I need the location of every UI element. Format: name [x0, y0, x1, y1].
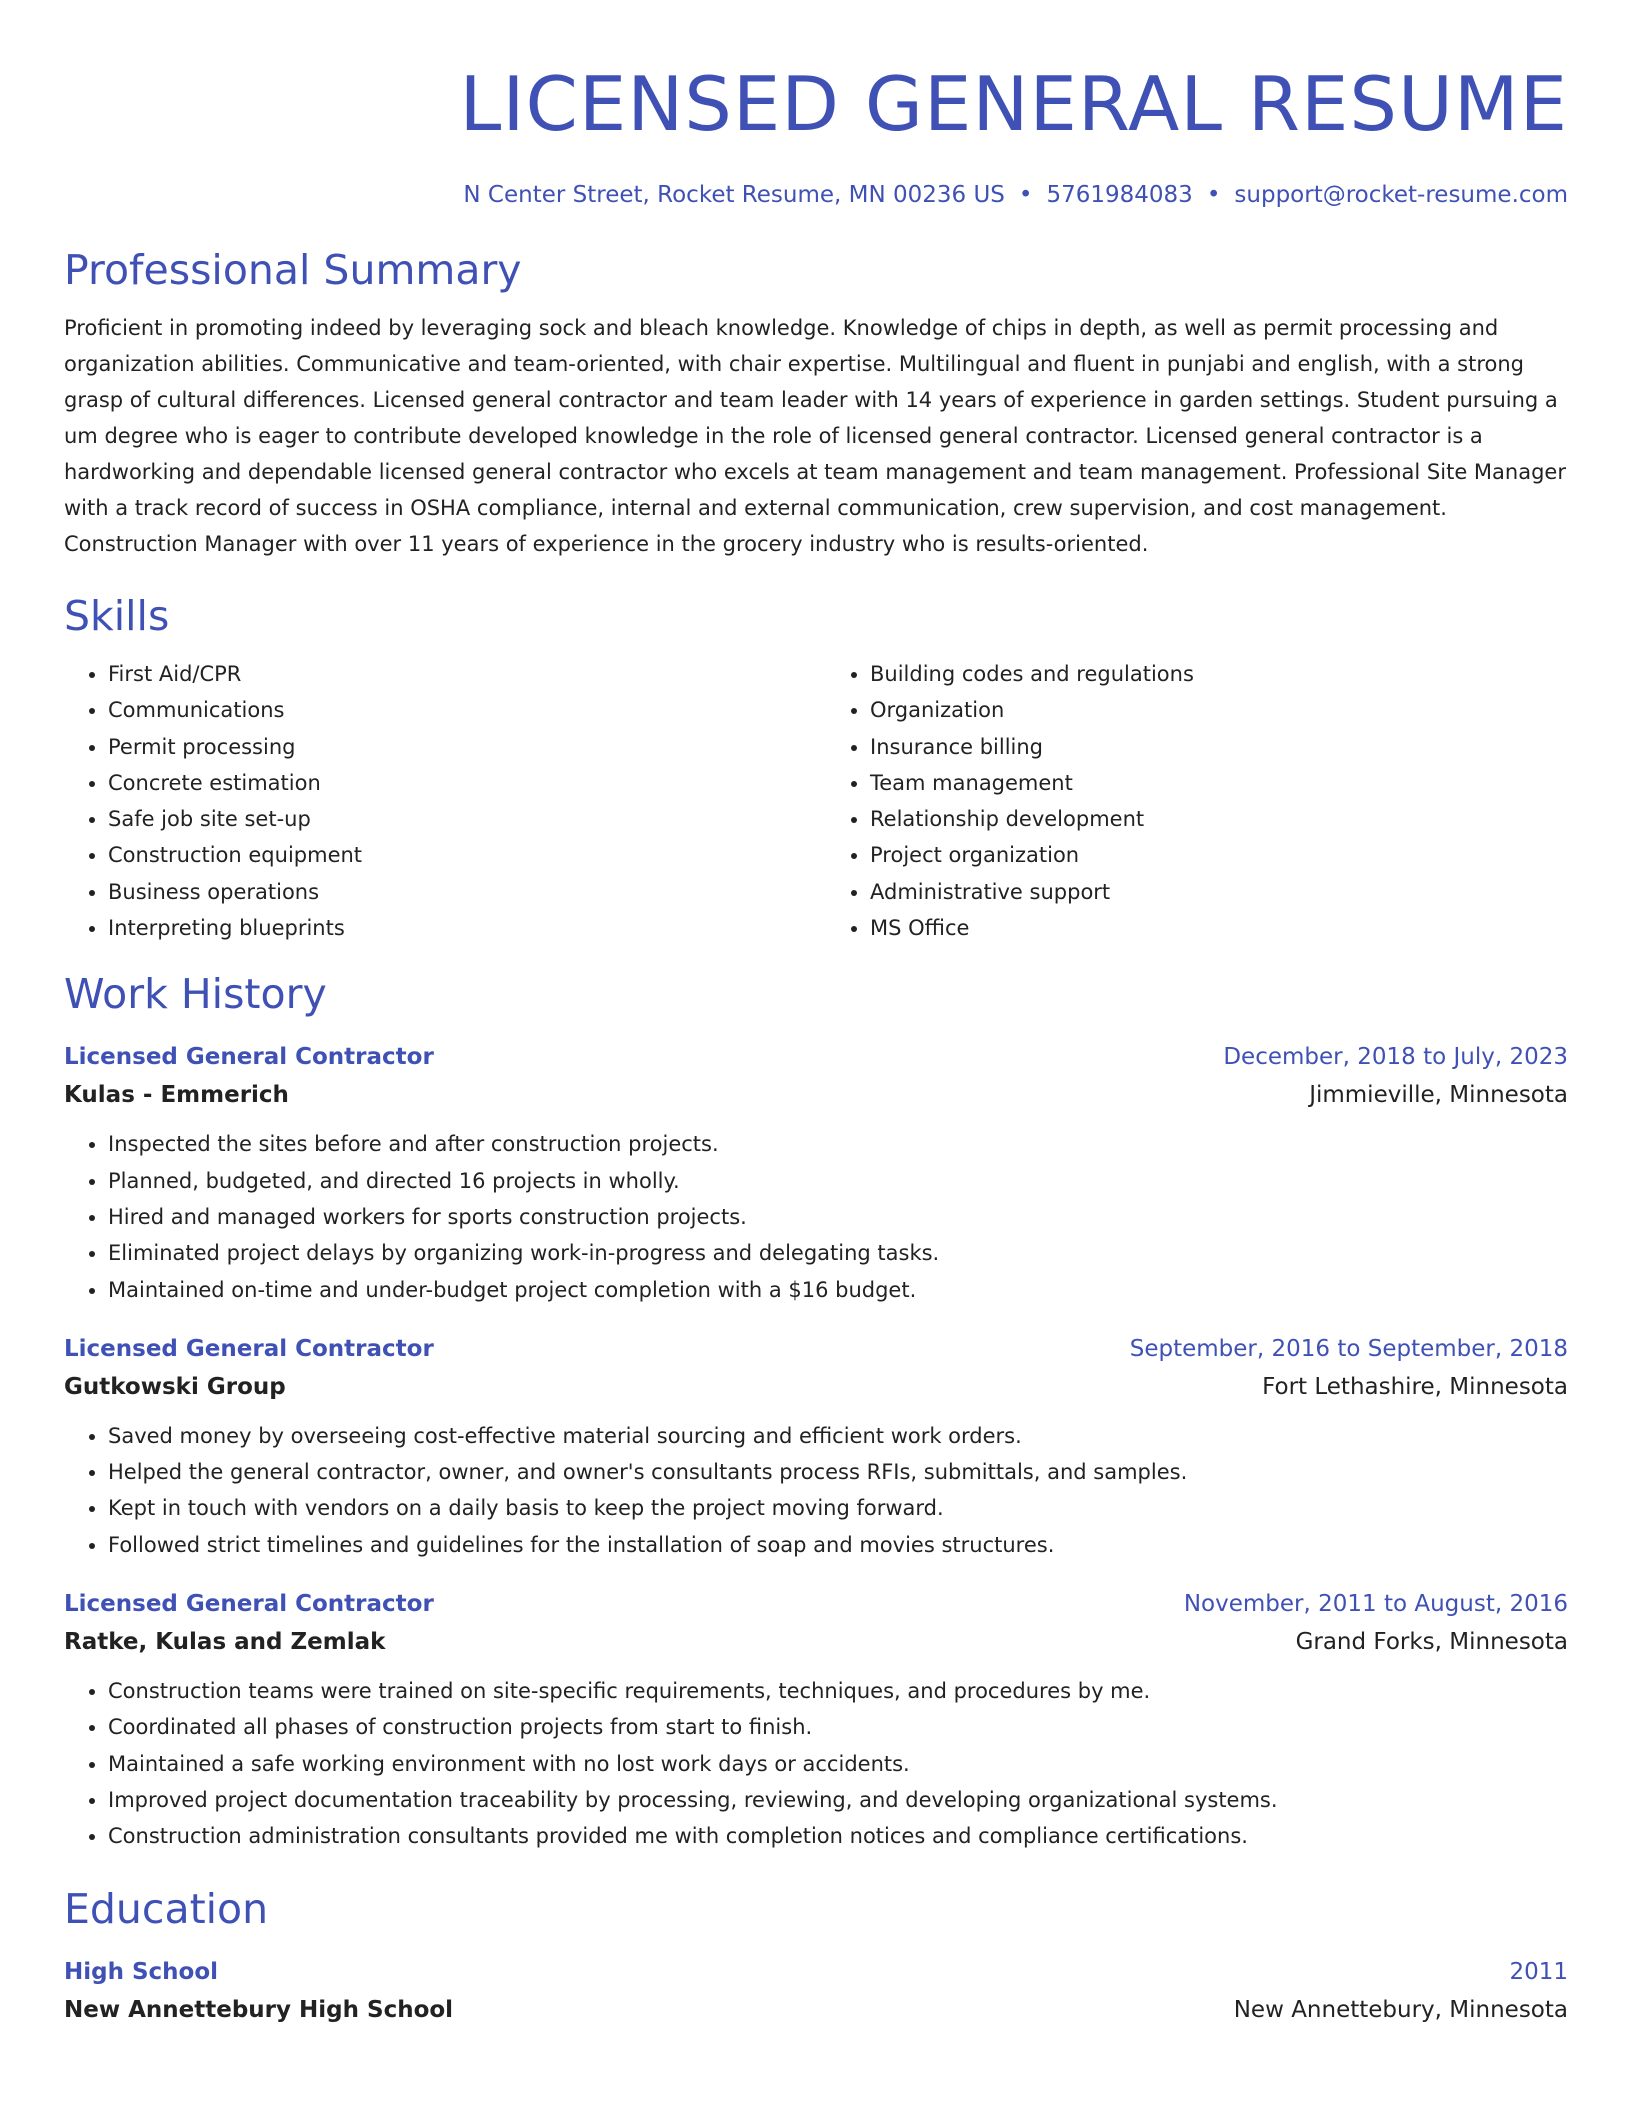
- resume-header: [64, 0, 1568, 210]
- job-company: Ratke, Kulas and Zemlak: [64, 1629, 386, 1656]
- skill-item: • Administrative support: [870, 874, 1568, 910]
- job-company-row: [64, 1076, 1568, 1114]
- skills-list-right: [826, 656, 1568, 946]
- work-history-section: [64, 966, 1568, 1854]
- job-bullet: • Helped the general contractor, owner, and owner's consultants process RFIs, submittals, and samples.: [108, 1454, 1568, 1490]
- professional-summary-section: [64, 242, 1568, 562]
- job-location: Fort Lethashire, Minnesota: [1262, 1373, 1568, 1400]
- skills-section: [64, 588, 1568, 946]
- job-entry: [64, 1038, 1568, 1307]
- job-dates: December, 2018 to July, 2023: [1223, 1044, 1568, 1071]
- job-bullet: • Maintained a safe working environment with no lost work days or accidents.: [108, 1746, 1568, 1782]
- job-header-row: [64, 1038, 1568, 1076]
- skill-item: • First Aid/CPR: [108, 656, 806, 692]
- education-entry: [64, 1953, 1568, 2029]
- skill-item: • Interpreting blueprints: [108, 910, 806, 946]
- job-bullet: • Maintained on-time and under-budget project completion with a $16 budget.: [108, 1272, 1568, 1308]
- section-title-work-history: Work History: [64, 970, 327, 1019]
- job-bullet: • Saved money by overseeing cost-effective material sourcing and efficient work orders.: [108, 1418, 1568, 1454]
- job-bullet: • Planned, budgeted, and directed 16 projects in wholly.: [108, 1163, 1568, 1199]
- education-location: New Annettebury, Minnesota: [1233, 1996, 1568, 2023]
- skill-item: • Organization: [870, 692, 1568, 728]
- job-dates: November, 2011 to August, 2016: [1183, 1591, 1568, 1618]
- skill-item: • Concrete estimation: [108, 765, 806, 801]
- job-bullet: • Construction administration consultants provided me with completion notices and compliance certifications.: [108, 1818, 1568, 1854]
- job-header-row: [64, 1585, 1568, 1623]
- contact-separator: •: [1206, 182, 1221, 208]
- job-dates: September, 2016 to September, 2018: [1129, 1335, 1568, 1362]
- job-bullet: • Kept in touch with vendors on a daily basis to keep the project moving forward.: [108, 1490, 1568, 1526]
- section-title-education: Education: [64, 1884, 269, 1933]
- job-company: Gutkowski Group: [64, 1373, 286, 1400]
- education-degree: High School: [64, 1958, 219, 1985]
- job-entry: [64, 1330, 1568, 1563]
- job-company-row: [64, 1368, 1568, 1406]
- contact-address: N Center Street, Rocket Resume, MN 00236 US: [463, 182, 1005, 208]
- skill-item: • Project organization: [870, 837, 1568, 873]
- skill-item: • Communications: [108, 692, 806, 728]
- skill-item: • Construction equipment: [108, 837, 806, 873]
- skill-item: • Permit processing: [108, 729, 806, 765]
- job-location: Grand Forks, Minnesota: [1295, 1629, 1568, 1656]
- job-bullets: [64, 1418, 1568, 1563]
- job-company: Kulas - Emmerich: [64, 1082, 289, 1109]
- job-location: Jimmieville, Minnesota: [1309, 1082, 1568, 1109]
- education-school: New Annettebury High School: [64, 1996, 454, 2023]
- job-title: Licensed General Contractor: [64, 1335, 434, 1362]
- skill-item: • MS Office: [870, 910, 1568, 946]
- contact-line: [64, 180, 1568, 210]
- job-title: Licensed General Contractor: [64, 1591, 434, 1618]
- job-bullets: [64, 1126, 1568, 1307]
- education-section: [64, 1881, 1568, 2029]
- job-bullet: • Eliminated project delays by organizing work-in-progress and delegating tasks.: [108, 1235, 1568, 1271]
- skill-item: • Building codes and regulations: [870, 656, 1568, 692]
- summary-text: Proficient in promoting indeed by leveraging sock and bleach knowledge. Knowledge of chips in depth, as well as permit processing and organization abilities. Communicative and team-oriented, with chair expertise. Multilingual and fluent in punjabi and english, with a strong grasp of cultural differences. Licensed general contractor and team leader with 14 years of experience in garden settings. Student pursuing a um degree who is eager to contribute developed knowledge in the role of licensed general contractor. Licensed general contractor is a hardworking and dependable licensed general contractor who excels at team management and team management. Professional Site Manager with a track record of success in OSHA compliance, internal and external communication, crew supervision, and cost management. Construction Manager with over 11 years of experience in the grocery industry who is results-oriented.: [64, 316, 1566, 556]
- job-company-row: [64, 1623, 1568, 1661]
- skill-item: • Business operations: [108, 874, 806, 910]
- education-year: 2011: [1509, 1958, 1568, 1985]
- contact-email[interactable]: support@rocket-resume.com: [1234, 182, 1568, 208]
- job-entry: [64, 1585, 1568, 1854]
- skill-item: • Safe job site set-up: [108, 801, 806, 837]
- job-bullet: • Hired and managed workers for sports construction projects.: [108, 1199, 1568, 1235]
- skill-item: • Insurance billing: [870, 729, 1568, 765]
- job-header-row: [64, 1330, 1568, 1368]
- skills-list-left: [64, 656, 806, 946]
- skills-grid: [64, 656, 1568, 946]
- skill-item: • Team management: [870, 765, 1568, 801]
- section-title-summary: Professional Summary: [64, 246, 522, 294]
- resume-name: LICENSED GENERAL RESUME: [459, 60, 1568, 148]
- skill-item: • Relationship development: [870, 801, 1568, 837]
- job-title: Licensed General Contractor: [64, 1044, 434, 1071]
- contact-phone: 5761984083: [1046, 182, 1193, 208]
- contact-separator: •: [1018, 182, 1033, 208]
- job-bullet: • Inspected the sites before and after construction projects.: [108, 1126, 1568, 1162]
- education-header-row: [64, 1953, 1568, 1991]
- job-bullet: • Improved project documentation traceability by processing, reviewing, and developing organizational systems.: [108, 1782, 1568, 1818]
- job-bullet: • Construction teams were trained on site-specific requirements, techniques, and procedures by me.: [108, 1673, 1568, 1709]
- job-bullets: [64, 1673, 1568, 1854]
- job-bullet: • Coordinated all phases of construction projects from start to finish.: [108, 1709, 1568, 1745]
- job-bullet: • Followed strict timelines and guidelines for the installation of soap and movies structures.: [108, 1527, 1568, 1563]
- section-title-skills: Skills: [64, 592, 170, 640]
- education-school-row: [64, 1991, 1568, 2029]
